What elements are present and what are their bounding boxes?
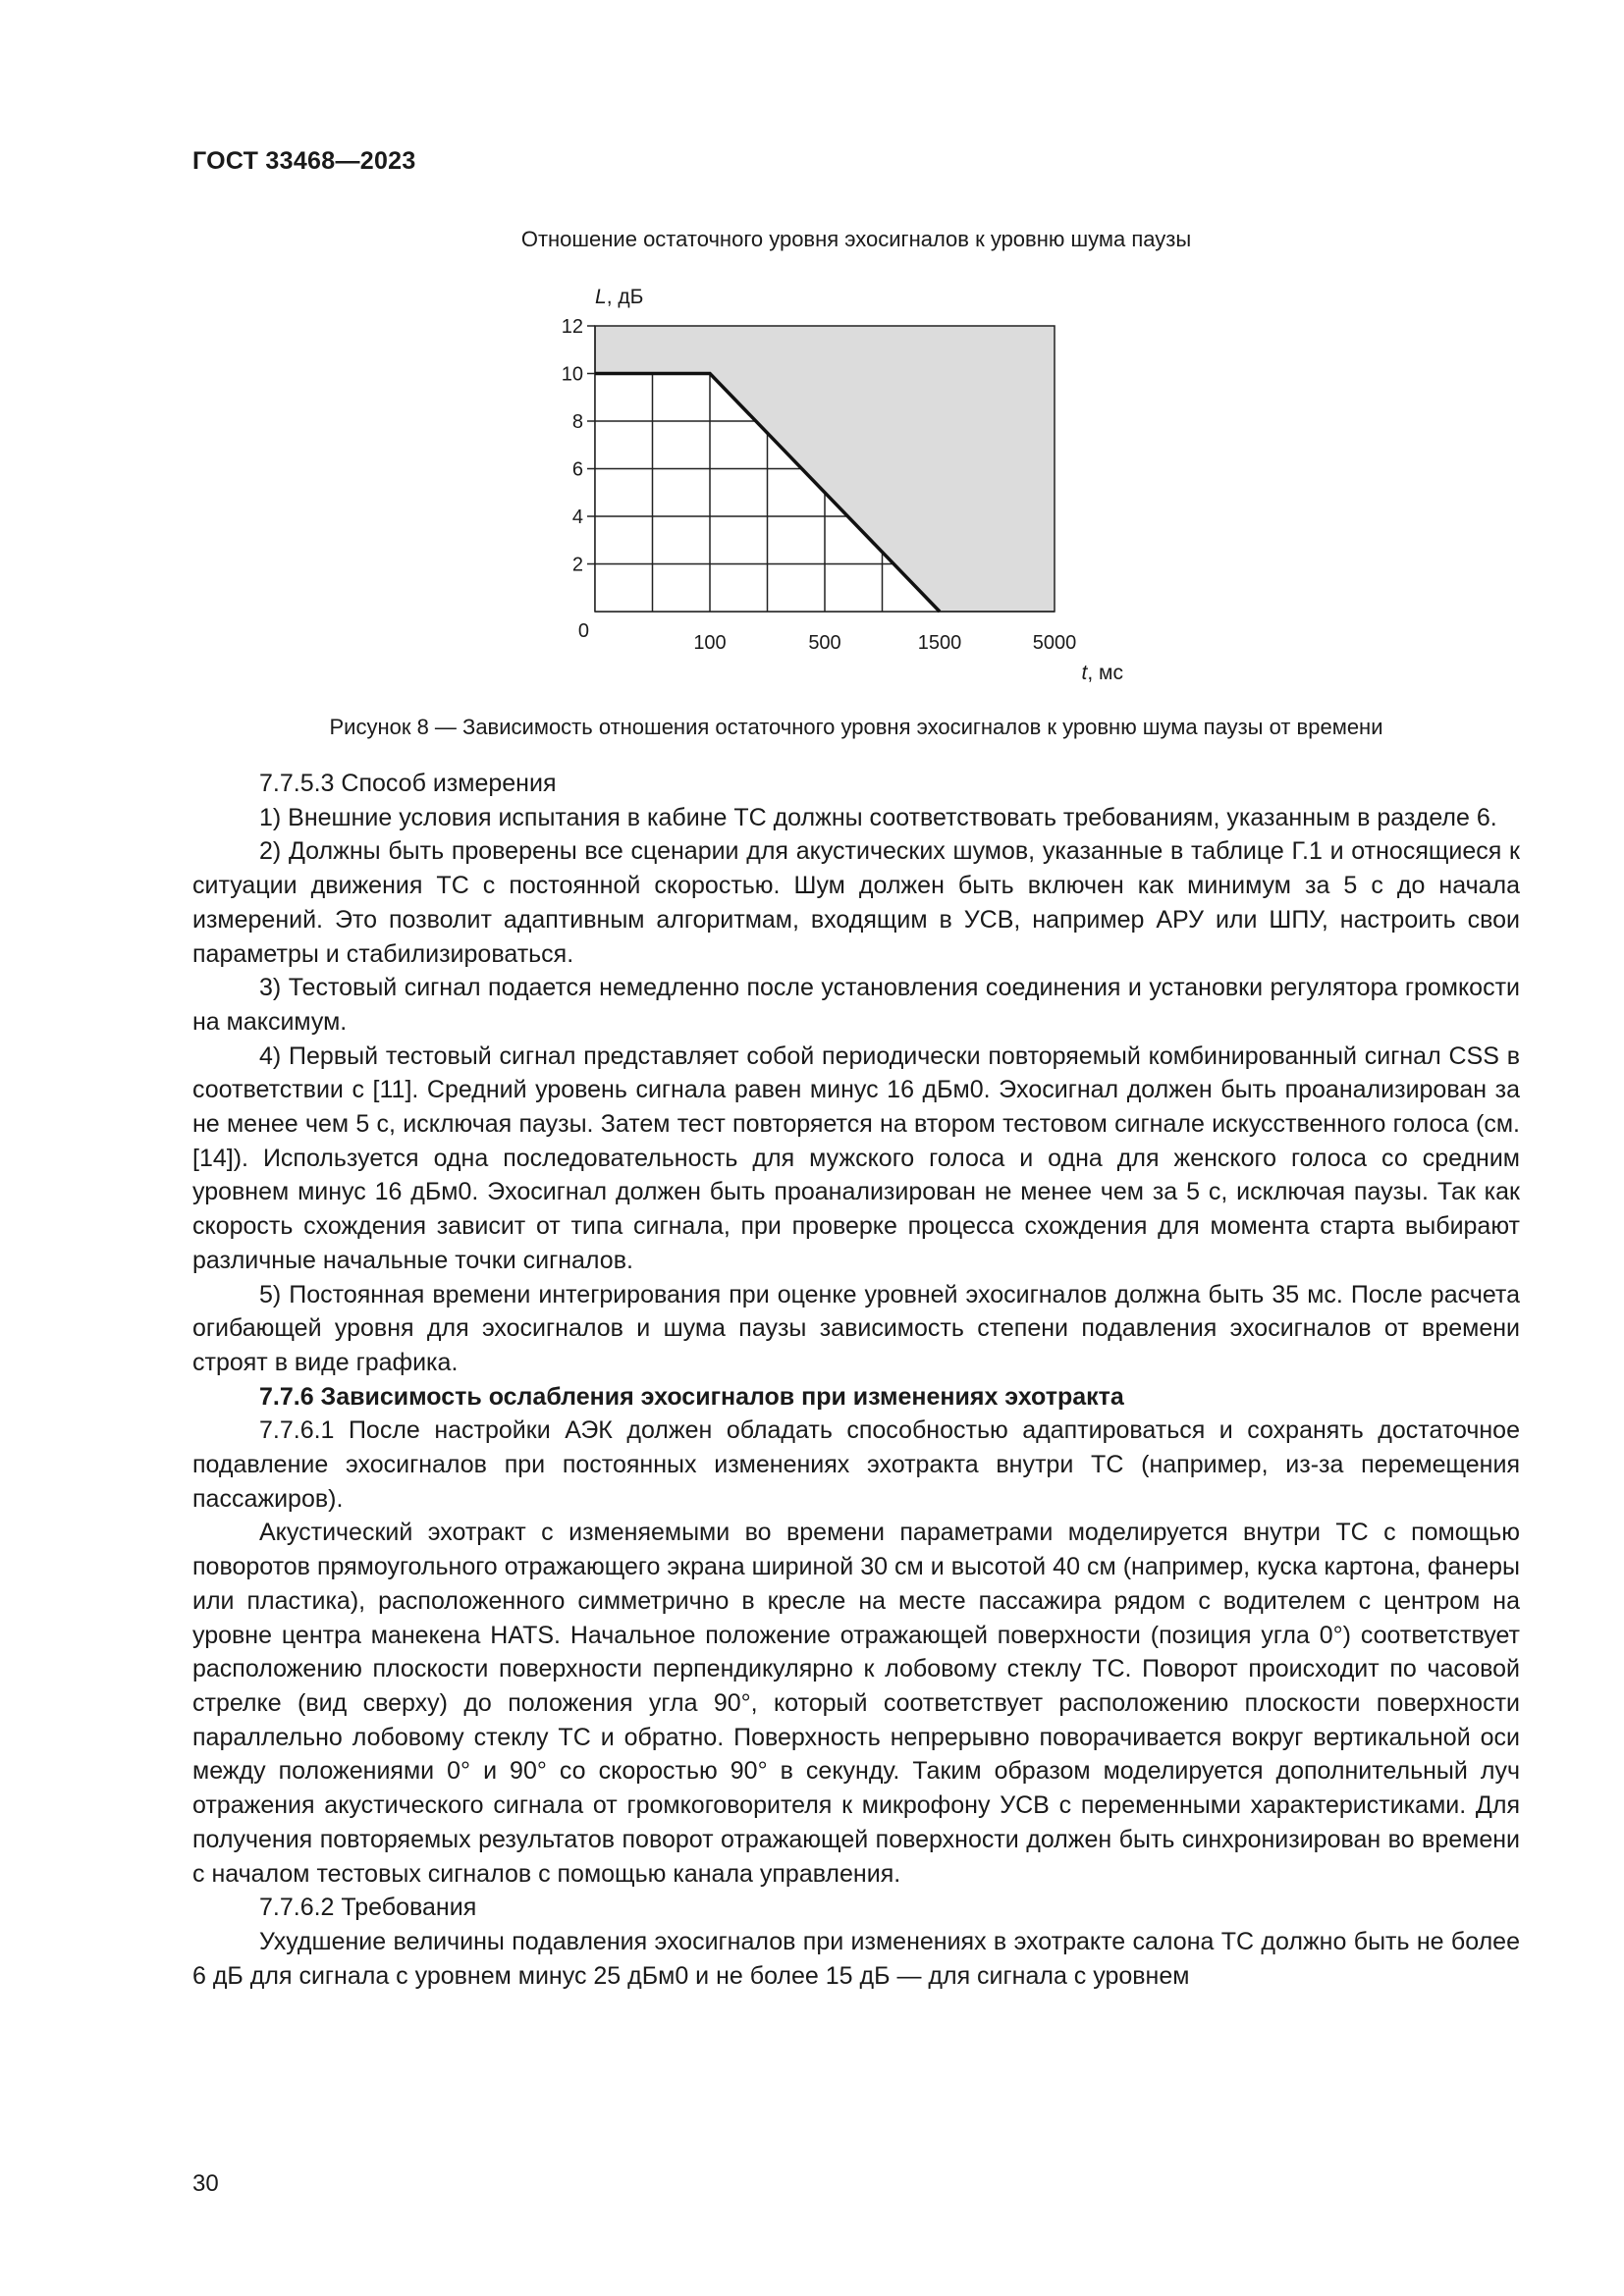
paragraph: 7.7.6.1 После настройки АЭК должен обладать способностью адаптироваться и сохранять достаточное подавление эхосигналов при постоянных изменениях эхотракта внутри ТС (например, из-за перемещения пассажиров).: [192, 1416, 1520, 1513]
body-text: [192, 767, 1520, 1993]
chart-y-tick-label: 4: [571, 507, 583, 528]
paragraph: Акустический эхотракт с изменяемыми во времени параметрами моделируется внутри ТС с помощью поворотов прямоугольного отражающего экрана шириной 30 см и высотой 40 см (например, куска картона, фанеры или пластика), расположенного симметрично в кресле на месте пассажира рядом с водителем с центром на уровне центра манекена HATS. Начальное положение отражающей поверхности (позиция угла 0°) соответствует расположению плоскости поверхности перпендикулярно к лобовому стеклу ТС. Поворот происходит по часовой стрелке (вид сверху) до положения угла 90°, который соответствует расположению плоскости поверхности параллельно лобовому стеклу ТС и обратно. Поверхность непрерывно поворачивается вокруг вертикальной оси между положениями 0° и 90° со скоростью 90° в секунду. Таким образом моделируется дополнительный луч отражения акустического сигнала от громкоговорителя к микрофону УСВ с переменными характеристиками. Для получения повторяемых результатов поворот отражающей поверхности должен быть синхронизирован во времени с началом тестовых сигналов с помощью канала управления.: [192, 1519, 1520, 1888]
chart-x-axis-label: [1082, 662, 1123, 684]
figure-caption: Рисунок 8 — Зависимость отношения остаточного уровня эхосигналов к уровню шума паузы от времени: [329, 715, 1383, 739]
chart-y-tick-label: 2: [571, 554, 583, 576]
paragraph: 2) Должны быть проверены все сценарии для акустических шумов, указанные в таблице Г.1 и относящиеся к ситуации движения ТС с постоянной скоростью. Шум должен быть включен как минимум за 5 с до начала измерений. Это позволит адаптивным алгоритмам, входящим в УСВ, например АРУ или ШПУ, настроить свои параметры и стабилизироваться.: [192, 837, 1520, 968]
chart-x-ticks: [693, 632, 1076, 654]
chart-x-axis-var: t: [1081, 662, 1088, 684]
echo-level-chart: [550, 277, 1139, 689]
chart-y-tick-label: 8: [571, 411, 583, 433]
subsection-title-7-7-5-3: 7.7.5.3 Способ измерения: [259, 770, 557, 797]
paragraph: 4) Первый тестовый сигнал представляет собой периодически повторяемый комбинированный сигнал CSS в соответствии с [11]. Средний уровень сигнала равен минус 16 дБм0. Эхосигнал должен быть проанализирован за не менее чем 5 с, исключая паузы. Затем тест повторяется на втором тестовом сигнале искусственного голоса (см. [14]). Используется одна последовательность для мужского голоса и одна для женского голоса со средним уровнем минус 16 дБм0. Эхосигнал должен быть проанализирован не менее чем за 5 с, исключая паузы. Так как скорость схождения зависит от типа сигнала, при проверке процесса схождения для момента старта выбирают различные начальные точки сигналов.: [192, 1041, 1520, 1274]
chart-y-axis-var: L: [595, 286, 607, 308]
chart-y-tick-label: 6: [571, 458, 583, 481]
section-heading-7-7-6: 7.7.6 Зависимость ослабления эхосигналов при изменениях эхотракта: [259, 1382, 1124, 1411]
subsection-title-7-7-6-2: 7.7.6.2 Требования: [259, 1894, 477, 1922]
chart-y-tick-label: 0: [577, 620, 589, 642]
chart-x-tick-label: 100: [693, 632, 727, 654]
chart-y-axis-label: [595, 286, 643, 308]
figure-title: Отношение остаточного уровня эхосигналов к уровню шума паузы: [520, 227, 1192, 251]
paragraph: 3) Тестовый сигнал подается немедленно после установления соединения и установки регулятора громкости на максимум.: [192, 974, 1520, 1036]
document-code-header: ГОСТ 33468—2023: [192, 147, 416, 175]
paragraph: 1) Внешние условия испытания в кабине ТС должны соответствовать требованиям, указанным в разделе 6.: [259, 803, 1497, 831]
chart-x-tick-label: 5000: [1032, 632, 1077, 654]
chart-x-tick-label: 1500: [917, 632, 962, 654]
chart-y-ticks: [562, 316, 595, 642]
paragraph: 5) Постоянная времени интегрирования при оценке уровней эхосигналов должна быть 35 мс. После расчета огибающей уровня для эхосигналов и шума паузы зависимость степени подавления эхосигналов от времени строят в виде графика.: [192, 1280, 1520, 1376]
chart-x-tick-label: 500: [808, 632, 841, 654]
chart-y-tick-label: 12: [561, 316, 583, 338]
chart-y-axis-unit: , дБ: [606, 286, 644, 308]
paragraph: Ухудшение величины подавления эхосигналов при изменениях в эхотракте салона ТС должно быть не более 6 дБ для сигнала с уровнем минус 25 дБм0 и не более 15 дБ — для сигнала с уровнем: [192, 1927, 1520, 1990]
chart-x-axis-unit: , мс: [1087, 662, 1123, 684]
page-number: 30: [192, 2170, 219, 2197]
chart-y-tick-label: 10: [561, 363, 583, 386]
